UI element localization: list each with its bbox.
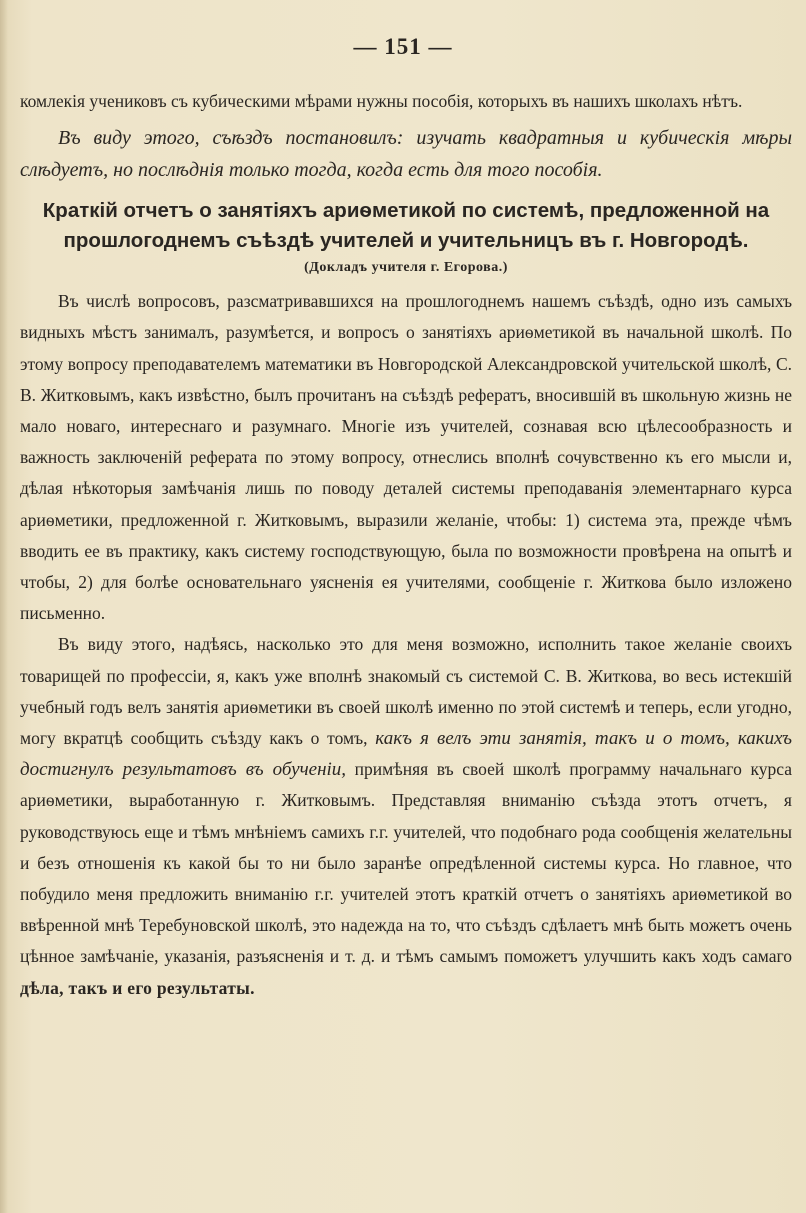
report-author: (Докладъ учителя г. Егорова.)	[304, 260, 508, 276]
body-paragraph-1: Въ числѣ вопросовъ, разсматривавшихся на прошлогоднемъ нашемъ съѣздѣ, одно изъ самыхъ видныхъ мѣстъ занималъ, разумѣется, и вопросъ о занятіяхъ ариѳметикой въ начальной школѣ. По этому вопросу преподавателемъ математики въ Новгородской Александровской учительской школѣ, С. В. Житковымъ, какъ извѣстно, былъ прочитанъ на съѣздѣ рефератъ, вносившій въ школьную жизнь не мало новаго, интереснаго и разумнаго. Многіе изъ учителей, сознавая всю цѣлесообразность и важность заключеній реферата по этому вопросу, отнеслись вполнѣ сочувственно къ его мысли и, дѣлая нѣкоторыя замѣчанія лишь по поводу деталей системы преподаванія элементарнаго курса ариѳметики, предложенной г. Житковымъ, выразили желаніе, чтобы: 1) система эта, прежде чѣмъ вводить ее въ практику, какъ систему господствующую, была по возможности провѣрена на опытѣ и чтобы, 2) для болѣе основательнаго уясненія ея учителями, сообщеніе г. Житкова было изложено письменно.	[20, 291, 792, 624]
page-body	[20, 86, 792, 1004]
congress-resolution: Въ виду этого, съѣздъ постановилъ: изучать квадратныя и кубическія мѣры слѣдуетъ, но послѣднія только тогда, когда есть для того пособія.	[20, 127, 792, 181]
body-paragraph-2	[20, 629, 792, 1003]
paragraph-2-rest: примѣняя въ своей школѣ программу начальнаго курса ариѳметики, выработанную г. Житковымъ. Представляя вниманію съѣзда этотъ отчетъ, я руководствуюсь еще и тѣмъ мнѣніемъ самихъ г.г. учителей, что подобнаго рода сообщенія желательны и безъ отношенія къ какой бы то ни было заранѣе опредѣленной системы курса. Но главное, что побудило меня предложить вниманію г.г. учителей этотъ краткій отчетъ о занятіяхъ ариѳметикой во ввѣренной мнѣ Теребуновской школѣ, это надежда на то, что съѣздъ сдѣлаетъ мнѣ быть можетъ очень цѣнное замѣчаніе, указанія, разъясненія и т. д. и тѣмъ самымъ поможетъ улучшить какъ ходъ самаго	[20, 759, 792, 967]
intro-paragraph: комлекія учениковъ съ кубическими мѣрами нужны пособія, которыхъ въ нашихъ школахъ нѣтъ.	[20, 91, 743, 111]
page-binding-shadow	[0, 0, 8, 1213]
page-number: — 151 —	[353, 34, 453, 59]
paragraph-2-end: дѣла, такъ и его результаты.	[20, 977, 255, 998]
paragraph-2-start: Въ виду этого, надѣясь, насколько это для меня возможно, исполнить такое желаніе своихъ товарищей по профессіи, я, какъ уже вполнѣ знакомый съ системой С. В. Житкова, во весь истекшій учебный годъ велъ занятія ариѳметики въ своей школѣ именно по этой системѣ и теперь, если угодно, могу вкратцѣ сообщить съѣзду какъ о томъ,	[20, 634, 792, 749]
paragraph-2-emphasis: какъ я велъ эти занятія, такъ и о томъ, какихъ достигнулъ результатовъ въ обученіи,	[20, 728, 793, 781]
report-heading: Краткій отчетъ о занятіяхъ ариѳметикой по системѣ, предложенной на прошлогоднемъ съѣздѣ учителей и учительницъ въ г. Новгородѣ.	[42, 199, 770, 253]
